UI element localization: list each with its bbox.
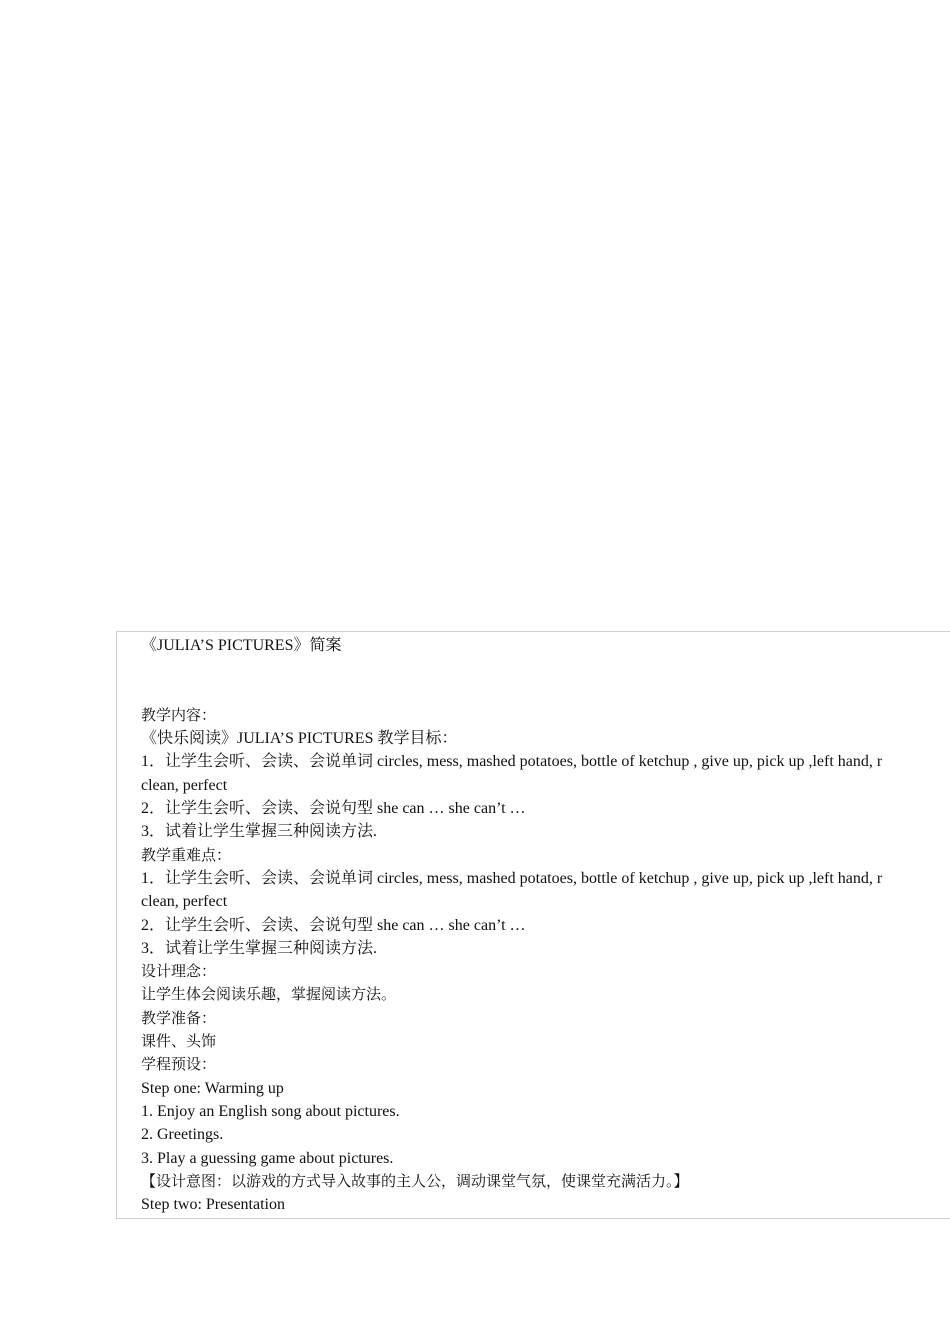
step-item: 1. Enjoy an English song about pictures. [141,1102,400,1120]
concept-text: 让学生体会阅读乐趣，掌握阅读方法。 [141,985,397,1004]
section-heading-concept: 设计理念： [141,962,217,981]
key-point-line: 1．让学生会听、会读、会说单词 circles, mess, mashed potatoes, bottle of ketchup , give up, pick up ,left hand, r [141,869,883,887]
objective-line: 2．让学生会听、会读、会说句型 she can … she can’t … [141,800,526,818]
step-item: 2. Greetings. [141,1126,224,1144]
section-heading-content: 教学内容： [141,705,217,724]
section-heading-process: 学程预设： [141,1055,217,1074]
document-frame [116,631,950,1219]
text-line: 《快乐阅读》JULIA’S PICTURES 教学目标： [141,730,458,748]
key-point-line-cont: clean, perfect [141,893,228,911]
step-item: 3. Play a guessing game about pictures. [141,1149,394,1167]
document-title: 《JULIA’S PICTURES》简案 [141,637,342,654]
objective-line: 1．让学生会听、会读、会说单词 circles, mess, mashed potatoes, bottle of ketchup , give up, pick up ,left hand, r [141,753,883,771]
objective-line: 3．试着让学生掌握三种阅读方法. [141,823,378,841]
key-point-line: 2．让学生会听、会读、会说句型 she can … she can’t … [141,916,526,934]
preparation-text: 课件、头饰 [141,1032,217,1051]
step-heading: Step two: Presentation [141,1196,285,1214]
design-intent-note: 【设计意图：以游戏的方式导入故事的主人公，调动课堂气氛，使课堂充满活力。】 [141,1171,689,1190]
step-heading: Step one: Warming up [141,1079,284,1097]
objective-line-cont: clean, perfect [141,776,228,794]
document-body [141,634,950,1216]
blank-space [141,657,950,704]
section-heading-key-points: 教学重难点： [141,845,232,864]
section-heading-preparation: 教学准备： [141,1008,217,1027]
key-point-line: 3．试着让学生掌握三种阅读方法. [141,939,378,957]
